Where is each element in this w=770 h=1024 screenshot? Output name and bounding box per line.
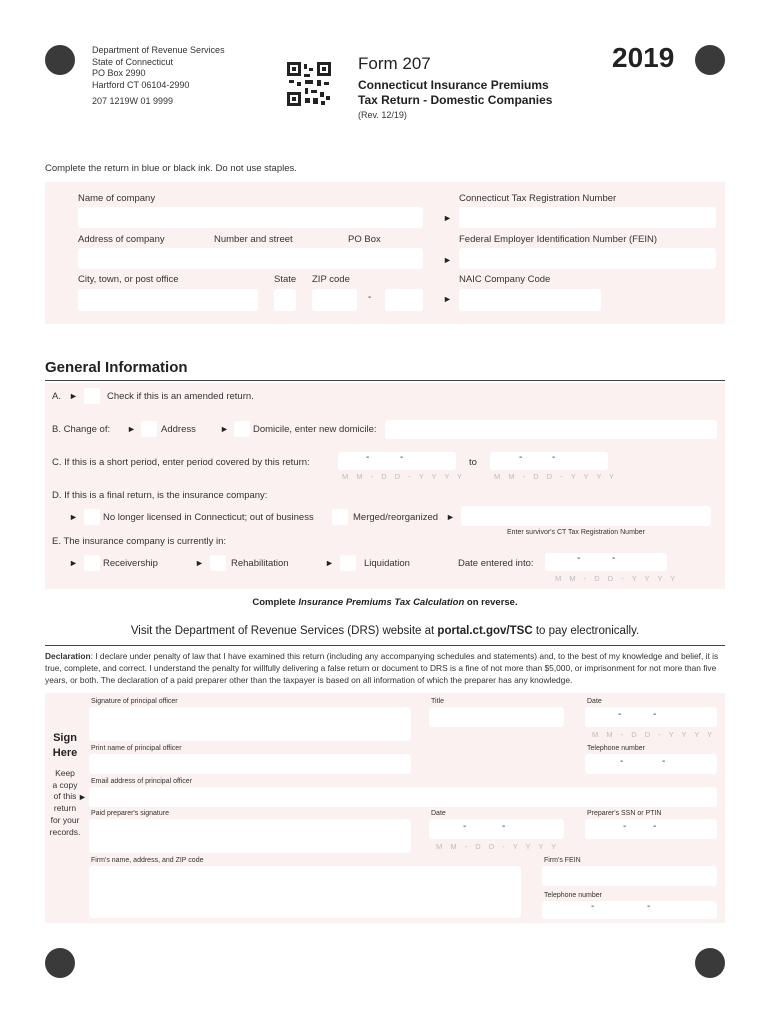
date-dash: -: [400, 452, 404, 463]
item-a-letter: A.: [52, 391, 61, 402]
rehabilitation-label: Rehabilitation: [231, 558, 289, 569]
arrow-icon: ►: [69, 558, 78, 568]
form-title-line2: Tax Return - Domestic Companies: [358, 93, 553, 107]
out-of-business-checkbox[interactable]: [84, 509, 100, 525]
zip-dash: -: [368, 292, 372, 303]
officer-date-hint: M M - D D - Y Y Y Y: [592, 730, 716, 739]
date-dash: -: [577, 553, 581, 564]
preparer-date-hint: M M - D D - Y Y Y Y: [436, 842, 560, 851]
keep-line: records.: [49, 826, 81, 837]
state-field[interactable]: [274, 289, 296, 311]
registration-mark-bottom-left: [45, 948, 75, 978]
firm-label: Firm's name, address, and ZIP code: [91, 857, 204, 864]
agency-name: Department of Revenue Services: [92, 45, 225, 55]
company-address-field[interactable]: [78, 248, 423, 269]
po-box-label: PO Box: [348, 234, 381, 245]
rehabilitation-checkbox[interactable]: [210, 555, 226, 571]
naic-field[interactable]: [459, 289, 601, 311]
merged-checkbox[interactable]: [332, 509, 348, 525]
arrow-icon: ►: [443, 255, 452, 265]
address-change-label: Address: [161, 424, 196, 435]
date-dash: -: [653, 709, 657, 720]
date-dash: -: [463, 821, 467, 832]
arrow-icon: ►: [195, 558, 204, 568]
fein-label: Federal Employer Identification Number (FEIN): [459, 234, 657, 245]
item-e-label: E. The insurance company is currently in:: [52, 536, 227, 547]
firm-fein-label: Firm's FEIN: [544, 857, 581, 864]
visit-pre: Visit the Department of Revenue Services (DRS) website at: [130, 625, 438, 637]
phone-dash: -: [662, 756, 666, 767]
agency-po-box: PO Box 2990: [92, 68, 146, 78]
phone-dash: -: [620, 756, 624, 767]
officer-signature-field[interactable]: [89, 707, 411, 741]
general-info-rule: [45, 380, 725, 381]
qr-code-icon: [287, 62, 331, 106]
liquidation-label: Liquidation: [364, 558, 410, 569]
address-change-checkbox[interactable]: [141, 421, 157, 437]
form-title-line1: Connecticut Insurance Premiums: [358, 78, 549, 92]
company-name-field[interactable]: [78, 207, 423, 228]
receivership-checkbox[interactable]: [84, 555, 100, 571]
item-c-label: C. If this is a short period, enter period covered by this return:: [52, 457, 310, 468]
period-end-hint: M M - D D - Y Y Y Y: [494, 472, 618, 481]
title-field[interactable]: [429, 707, 564, 727]
date-label: Date: [587, 698, 602, 705]
preparer-date-label: Date: [431, 810, 446, 817]
city-label: City, town, or post office: [78, 274, 179, 285]
visit-post: to pay electronically.: [532, 625, 640, 637]
date-dash: -: [552, 452, 556, 463]
zip-label: ZIP code: [312, 274, 350, 285]
keep-line: return: [53, 803, 77, 814]
keep-line: a copy: [52, 779, 78, 790]
declaration-label: Declaration: [45, 651, 91, 661]
period-start-hint: M M - D D - Y Y Y Y: [342, 472, 466, 481]
officer-phone-field[interactable]: [585, 754, 717, 774]
general-info-heading: General Information: [45, 359, 188, 376]
ssn-label: Preparer's SSN or PTIN: [587, 810, 662, 817]
arrow-icon: ►: [446, 512, 455, 522]
ssn-dash: -: [623, 821, 627, 832]
print-name-field[interactable]: [89, 754, 411, 774]
date-dash: -: [612, 553, 616, 564]
preparer-date-field[interactable]: [429, 819, 564, 839]
firm-phone-field[interactable]: [542, 901, 717, 919]
receivership-label: Receivership: [103, 558, 158, 569]
sign-heading-1: Sign: [53, 732, 77, 744]
period-end-field[interactable]: [490, 452, 608, 470]
date-entered-field[interactable]: [545, 553, 667, 571]
keep-line: of this: [53, 791, 77, 802]
zip-ext-field[interactable]: [385, 289, 423, 311]
firm-fein-field[interactable]: [542, 866, 717, 886]
amended-checkbox[interactable]: [84, 388, 100, 404]
registration-mark-top-right: [695, 45, 725, 75]
period-to-label: to: [469, 457, 477, 468]
domicile-change-label: Domicile, enter new domicile:: [253, 424, 377, 435]
phone-label: Telephone number: [587, 745, 645, 752]
amended-label: Check if this is an amended return.: [107, 391, 254, 402]
keep-line: for your: [50, 814, 80, 825]
declaration-text: [45, 650, 727, 686]
complete-reverse-note: [0, 597, 770, 608]
liquidation-checkbox[interactable]: [340, 555, 356, 571]
keep-line: Keep: [55, 768, 75, 778]
state-label: State: [274, 274, 297, 285]
sign-heading-2: Here: [52, 747, 78, 759]
date-dash: -: [366, 452, 370, 463]
arrow-icon: ►: [325, 558, 334, 568]
visit-drs-notice: [0, 625, 770, 637]
declaration-rule: [45, 645, 725, 646]
ct-tax-reg-label: Connecticut Tax Registration Number: [459, 193, 617, 204]
arrow-icon: ►: [78, 792, 87, 802]
arrow-icon: ►: [127, 424, 136, 434]
agency-address-block: [92, 45, 225, 108]
fein-field[interactable]: [459, 248, 716, 269]
arrow-icon: ►: [69, 512, 78, 522]
date-dash: -: [519, 452, 523, 463]
domicile-change-checkbox[interactable]: [234, 421, 250, 437]
print-name-label: Print name of principal officer: [91, 745, 182, 752]
item-d-label: D. If this is a final return, is the insurance company:: [52, 490, 268, 501]
registration-mark-top-left: [45, 45, 75, 75]
arrow-icon: ►: [69, 391, 78, 401]
company-name-label: Name of company: [78, 193, 156, 204]
date-entered-label: Date entered into:: [458, 558, 534, 569]
complete-pre: Complete: [252, 597, 299, 608]
preparer-signature-field[interactable]: [89, 819, 411, 853]
tax-year: 2019: [612, 42, 675, 73]
complete-post: on reverse.: [464, 597, 518, 608]
form-revision: (Rev. 12/19): [358, 110, 407, 120]
company-address-label: Address of company: [78, 234, 165, 245]
out-of-business-label: No longer licensed in Connecticut; out of business: [103, 512, 314, 523]
phone-dash: -: [647, 901, 651, 912]
officer-signature-label: Signature of principal officer: [91, 698, 178, 705]
email-label: Email address of principal officer: [91, 778, 193, 785]
form-number: Form 207: [358, 54, 431, 73]
survivor-reg-label: Enter survivor's CT Tax Registration Number: [507, 529, 646, 536]
naic-label: NAIC Company Code: [459, 274, 551, 285]
survivor-reg-field[interactable]: [461, 506, 711, 526]
new-domicile-field[interactable]: [385, 420, 717, 439]
zip-field[interactable]: [312, 289, 357, 311]
agency-city: Hartford CT 06104-2990: [92, 79, 190, 90]
ssn-field[interactable]: [585, 819, 717, 839]
visit-url[interactable]: portal.ct.gov/TSC: [437, 625, 533, 637]
registration-mark-bottom-right: [695, 948, 725, 978]
arrow-icon: ►: [220, 424, 229, 434]
ct-tax-reg-field[interactable]: [459, 207, 716, 228]
preparer-signature-label: Paid preparer's signature: [91, 810, 169, 817]
merged-label: Merged/reorganized: [353, 512, 439, 523]
declaration-body: : I declare under penalty of law that I have examined this return (including any accompanying schedules and statements) and, to the best of my knowledge and belief, it is true, complete, and correct. I understand the penalty for willfully delivering a false return or document to DRS is a fine of not more than $5,000, or imprisonment for not more than five years, or both. The declaration of a paid preparer other than the taxpayer is based on all information of which the preparer has any knowledge.: [45, 651, 719, 685]
city-field[interactable]: [78, 289, 258, 311]
period-start-field[interactable]: [338, 452, 456, 470]
form-code: 207 1219W 01 9999: [92, 96, 174, 106]
arrow-icon: ►: [443, 294, 452, 304]
sign-here-heading: [45, 731, 85, 761]
firm-field[interactable]: [89, 866, 521, 918]
email-field[interactable]: [89, 787, 717, 807]
complete-em: Insurance Premiums Tax Calculation: [298, 597, 465, 608]
agency-state: State of Connecticut: [92, 56, 174, 67]
item-b-label: B. Change of:: [52, 424, 111, 435]
date-entered-hint: M M - D D - Y Y Y Y: [555, 574, 679, 583]
firm-phone-label: Telephone number: [544, 892, 602, 899]
arrow-icon: ►: [443, 213, 452, 223]
keep-copy-note: [45, 768, 85, 838]
date-dash: -: [618, 709, 622, 720]
street-label: Number and street: [214, 234, 293, 245]
ink-instructions: Complete the return in blue or black ink. Do not use staples.: [45, 163, 297, 174]
title-label: Title: [431, 698, 444, 705]
officer-date-field[interactable]: [585, 707, 717, 727]
phone-dash: -: [591, 901, 595, 912]
ssn-dash: -: [653, 821, 657, 832]
date-dash: -: [502, 821, 506, 832]
